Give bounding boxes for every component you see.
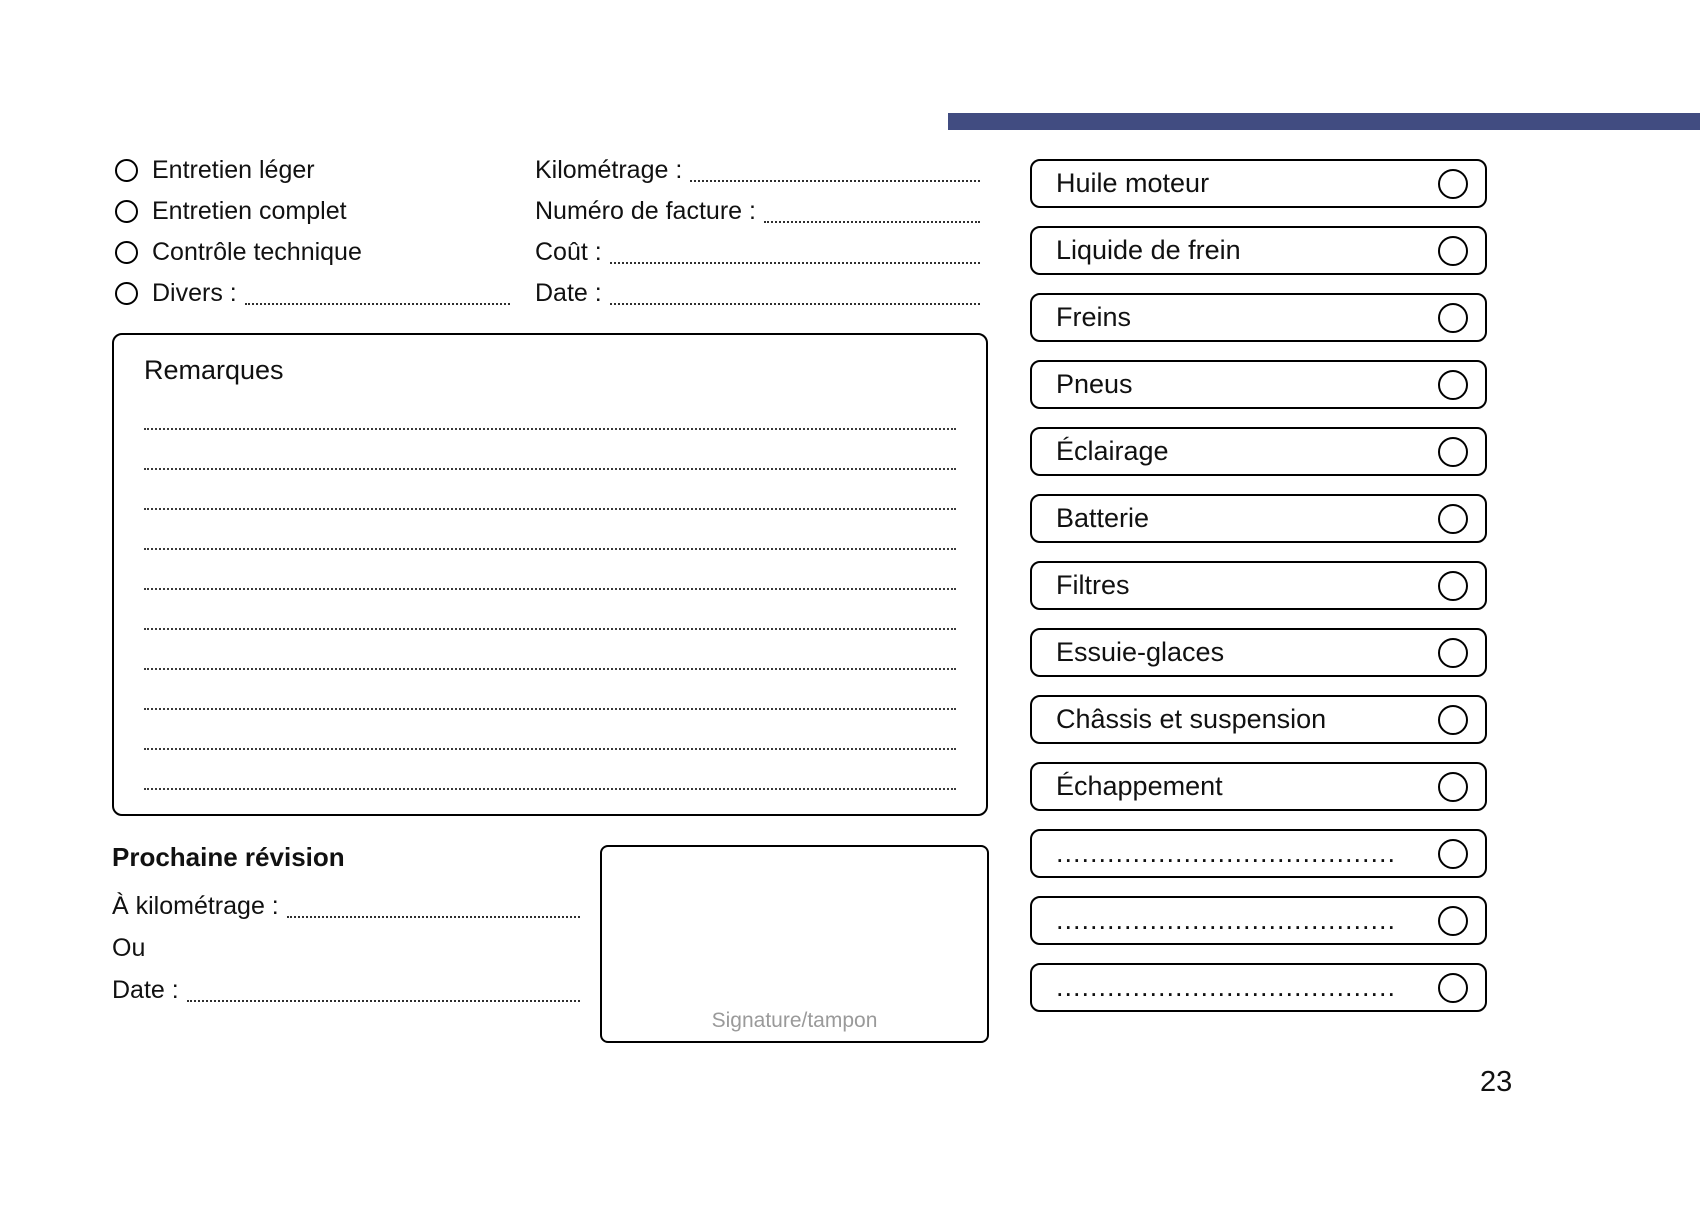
checkbox-circle-icon <box>1438 571 1468 601</box>
checklist-item <box>1030 494 1487 543</box>
header-accent-bar <box>948 113 1700 130</box>
invoice-field-row <box>535 273 980 314</box>
signature-box <box>600 845 989 1043</box>
checklist-item <box>1030 963 1487 1012</box>
remarks-writing-line <box>144 590 956 630</box>
page-number: 23 <box>1480 1066 1513 1098</box>
checklist-item <box>1030 427 1487 476</box>
checklist-item-label: ........................................ <box>1056 905 1397 935</box>
checklist-item <box>1030 896 1487 945</box>
next-service-field-row <box>112 969 580 1011</box>
service-option-row <box>115 232 510 273</box>
checkbox-circle-icon <box>1438 638 1468 668</box>
checklist-item <box>1030 695 1487 744</box>
remarks-writing-line <box>144 670 956 710</box>
service-option-label: Entretien léger <box>152 156 315 184</box>
dotted-fill-line <box>187 1000 580 1002</box>
remarks-writing-line <box>144 430 956 470</box>
service-option-row <box>115 273 510 314</box>
checkbox-circle-icon <box>1438 504 1468 534</box>
checklist-item-label: Châssis et suspension <box>1056 704 1327 734</box>
signature-label: Signature/tampon <box>711 1009 878 1032</box>
dotted-fill-line <box>287 916 580 918</box>
checkbox-circle-icon <box>1438 303 1468 333</box>
checkbox-circle-icon <box>1438 973 1468 1003</box>
service-type-options <box>115 150 510 314</box>
remarks-writing-line <box>144 550 956 590</box>
remarks-writing-line <box>144 710 956 750</box>
next-service-field-row <box>112 927 580 969</box>
checklist-item-label: Essuie-glaces <box>1056 637 1225 667</box>
next-service-field-label: À kilométrage : <box>112 891 279 920</box>
checklist-item-label: ........................................ <box>1056 838 1397 868</box>
service-option-label: Divers : <box>152 279 237 307</box>
dotted-fill-line <box>610 262 980 264</box>
service-option-label: Entretien complet <box>152 197 347 225</box>
next-service-field-row <box>112 885 580 927</box>
invoice-field-label: Coût : <box>535 238 602 266</box>
service-option-row <box>115 150 510 191</box>
dotted-fill-line <box>245 303 510 305</box>
checklist-item-label: Liquide de frein <box>1056 235 1241 265</box>
checklist-item-label: ........................................ <box>1056 972 1397 1002</box>
checkbox-circle-icon <box>1438 772 1468 802</box>
next-service-field-label: Ou <box>112 933 146 962</box>
checklist-item-label: Batterie <box>1056 503 1150 533</box>
checklist-item <box>1030 829 1487 878</box>
radio-circle-icon <box>115 241 138 264</box>
checklist-item <box>1030 293 1487 342</box>
invoice-field-row <box>535 191 980 232</box>
checklist-item-label: Freins <box>1056 302 1132 332</box>
dotted-fill-line <box>610 303 980 305</box>
checkbox-circle-icon <box>1438 236 1468 266</box>
checkbox-circle-icon <box>1438 839 1468 869</box>
checklist-item-label: Pneus <box>1056 369 1133 399</box>
next-service-section <box>112 842 580 1011</box>
remarks-writing-line <box>144 630 956 670</box>
remarks-title: Remarques <box>144 355 284 385</box>
invoice-field-label: Numéro de facture : <box>535 197 756 225</box>
checklist-item <box>1030 159 1487 208</box>
checklist-item-label: Échappement <box>1056 771 1223 801</box>
checkbox-circle-icon <box>1438 169 1468 199</box>
next-service-field-label: Date : <box>112 975 179 1004</box>
radio-circle-icon <box>115 159 138 182</box>
remarks-lines <box>144 390 956 790</box>
dotted-fill-line <box>764 221 980 223</box>
invoice-field-row <box>535 232 980 273</box>
next-service-title: Prochaine révision <box>112 842 345 872</box>
checkbox-circle-icon <box>1438 906 1468 936</box>
radio-circle-icon <box>115 200 138 223</box>
invoice-field-label: Date : <box>535 279 602 307</box>
checkbox-circle-icon <box>1438 370 1468 400</box>
checklist-item-label: Huile moteur <box>1056 168 1210 198</box>
checklist <box>1030 159 1487 1030</box>
checklist-item-label: Filtres <box>1056 570 1130 600</box>
checkbox-circle-icon <box>1438 705 1468 735</box>
radio-circle-icon <box>115 282 138 305</box>
dotted-fill-line <box>690 180 980 182</box>
remarks-box <box>112 333 988 816</box>
invoice-field-label: Kilométrage : <box>535 156 683 184</box>
remarks-writing-line <box>144 470 956 510</box>
remarks-writing-line <box>144 390 956 430</box>
service-option-label: Contrôle technique <box>152 238 362 266</box>
checklist-item-label: Éclairage <box>1056 436 1169 466</box>
checklist-item <box>1030 561 1487 610</box>
invoice-fields <box>535 150 980 314</box>
next-service-fields <box>112 885 580 1011</box>
remarks-writing-line <box>144 750 956 790</box>
checklist-item <box>1030 360 1487 409</box>
checklist-item <box>1030 762 1487 811</box>
checkbox-circle-icon <box>1438 437 1468 467</box>
checklist-item <box>1030 628 1487 677</box>
invoice-field-row <box>535 150 980 191</box>
checklist-item <box>1030 226 1487 275</box>
service-option-row <box>115 191 510 232</box>
remarks-writing-line <box>144 510 956 550</box>
